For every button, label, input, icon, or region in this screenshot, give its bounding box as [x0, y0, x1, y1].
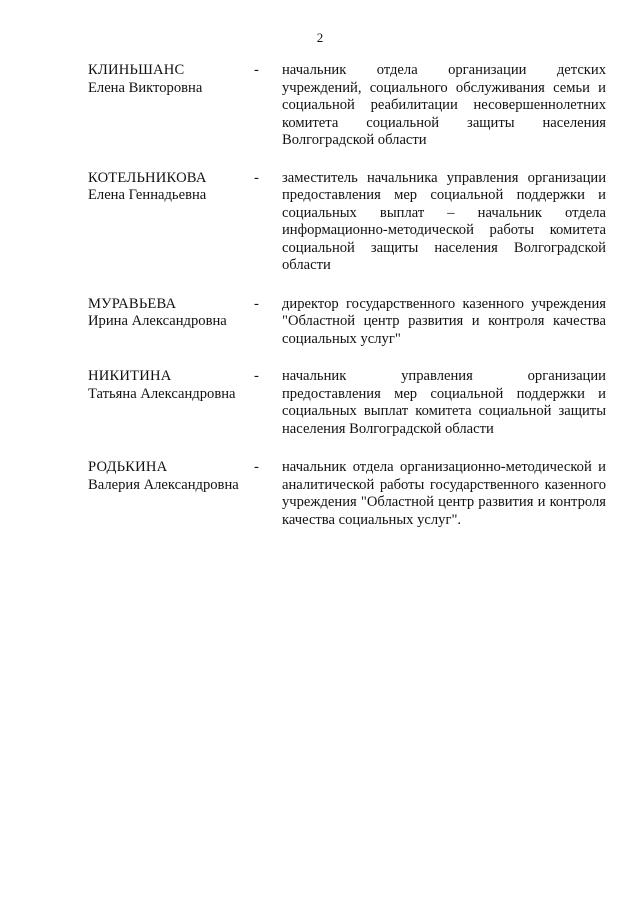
member-surname: РОДЬКИНА: [88, 459, 168, 475]
member-name: [88, 459, 254, 494]
member-name: [88, 62, 254, 97]
member-position: директор государственного казенного учреждения "Областной центр развития и контроля качества социальных услуг": [282, 295, 606, 347]
member-position: начальник управления организации предоставления мер социальной поддержки и социальных выплат комитета социальной защиты населения Волгоградской области: [282, 368, 606, 437]
member-position: начальник отдела организации детских учреждений, социального обслуживания семьи и социальной реабилитации несовершеннолетних комитета социальной защиты населения Волгоградской области: [282, 62, 606, 148]
separator-dash: -: [254, 169, 259, 186]
member-given-name: Татьяна Александровна: [88, 385, 236, 402]
member-name: [88, 296, 254, 331]
member-given-name: Валерия Александровна: [88, 476, 239, 493]
separator-dash: -: [254, 459, 259, 475]
member-entry: [88, 170, 608, 275]
member-entry: [88, 368, 608, 438]
member-name: [88, 170, 254, 205]
separator-dash: -: [254, 62, 259, 78]
member-name: [88, 368, 254, 403]
member-entry: [88, 459, 608, 529]
separator-dash: -: [254, 368, 259, 384]
member-position: заместитель начальника управления организации предоставления мер социальной поддержки и социальных выплат – начальник отдела информационно-методической работы комитета социальной защиты населения Волгоградской области: [282, 169, 606, 273]
member-surname: КЛИНЬШАНС: [88, 62, 185, 78]
member-list: [88, 62, 608, 546]
member-entry: [88, 62, 608, 150]
member-surname: МУРАВЬЕВА: [88, 295, 177, 312]
page-number: 2: [316, 30, 324, 45]
member-entry: [88, 296, 608, 349]
member-position: начальник отдела организационно-методической и аналитической работы государственного казенного учреждения "Областной центр развития и контроля качества социальных услуг".: [282, 459, 606, 528]
separator-dash: -: [254, 295, 259, 312]
member-given-name: Елена Геннадьевна: [88, 187, 207, 203]
member-given-name: Ирина Александровна: [88, 313, 227, 329]
member-given-name: Елена Викторовна: [88, 79, 203, 96]
member-surname: НИКИТИНА: [88, 368, 172, 384]
member-surname: КОТЕЛЬНИКОВА: [88, 169, 207, 186]
